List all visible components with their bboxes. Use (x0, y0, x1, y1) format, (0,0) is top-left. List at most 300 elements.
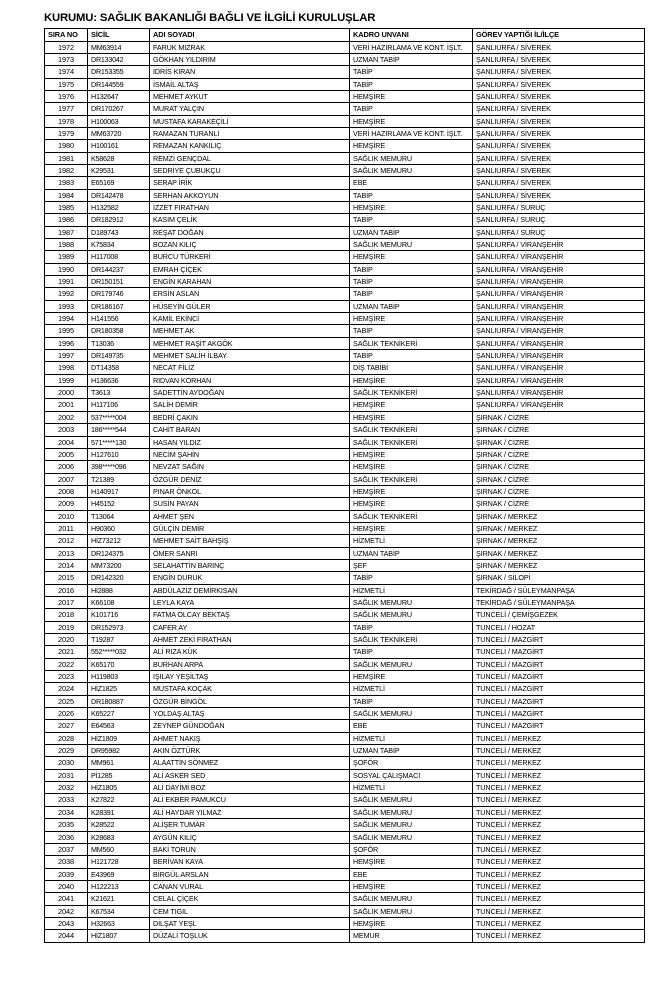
cell-gorev: ŞANLIURFA / VİRANŞEHİR (473, 387, 645, 399)
cell-gorev: ŞANLIURFA / VİRANŞEHİR (473, 239, 645, 251)
cell-sicil: HİZ73212 (88, 535, 150, 547)
cell-sira: 2037 (45, 843, 88, 855)
cell-ad: AKIN ÖZTÜRK (150, 745, 350, 757)
column-header-ad: ADI SOYADI (150, 28, 350, 41)
cell-unvan: SAĞLIK TEKNİKERİ (350, 510, 473, 522)
cell-gorev: TUNCELİ / HOZAT (473, 621, 645, 633)
cell-gorev: ŞANLIURFA / VİRANŞEHİR (473, 263, 645, 275)
table-row (45, 374, 645, 386)
cell-unvan: HEMŞİRE (350, 374, 473, 386)
cell-sira: 2022 (45, 658, 88, 670)
cell-gorev: ŞANLIURFA / SİVEREK (473, 115, 645, 127)
table-row (45, 522, 645, 534)
cell-unvan: UZMAN TABİP (350, 547, 473, 559)
cell-gorev: TUNCELİ / MERKEZ (473, 745, 645, 757)
cell-sicil: DR170267 (88, 103, 150, 115)
cell-ad: İZZET FIRATHAN (150, 201, 350, 213)
table-row (45, 263, 645, 275)
table-row (45, 201, 645, 213)
table-row (45, 893, 645, 905)
table-row (45, 695, 645, 707)
cell-sicil: MM560 (88, 843, 150, 855)
table-row (45, 646, 645, 658)
cell-unvan: TABİP (350, 78, 473, 90)
cell-gorev: TUNCELİ / MERKEZ (473, 757, 645, 769)
cell-sicil: DR180358 (88, 325, 150, 337)
table-row (45, 78, 645, 90)
cell-sira: 1989 (45, 251, 88, 263)
cell-sicil: HİZ1825 (88, 683, 150, 695)
cell-unvan: HEMŞİRE (350, 399, 473, 411)
table-row (45, 41, 645, 53)
cell-sira: 1995 (45, 325, 88, 337)
cell-sicil: DR152973 (88, 621, 150, 633)
cell-sira: 2012 (45, 535, 88, 547)
cell-sira: 2034 (45, 806, 88, 818)
cell-ad: BERİVAN KAYA (150, 856, 350, 868)
cell-gorev: TUNCELİ / MERKEZ (473, 893, 645, 905)
cell-gorev: TUNCELİ / MAZGİRT (473, 708, 645, 720)
cell-sicil: 537*****004 (88, 411, 150, 423)
cell-ad: REMAZAN KANKILIÇ (150, 140, 350, 152)
cell-unvan: HEMŞİRE (350, 448, 473, 460)
cell-gorev: ŞANLIURFA / VİRANŞEHİR (473, 251, 645, 263)
cell-ad: CAHİT BARAN (150, 424, 350, 436)
cell-sira: 2000 (45, 387, 88, 399)
cell-gorev: ŞANLIURFA / SİVEREK (473, 152, 645, 164)
cell-ad: GÖKHAN YILDIRIM (150, 53, 350, 65)
cell-sira: 1986 (45, 214, 88, 226)
cell-unvan: SAĞLIK MEMURU (350, 164, 473, 176)
cell-sira: 2031 (45, 769, 88, 781)
cell-sicil: MM73200 (88, 559, 150, 571)
cell-unvan: HEMŞİRE (350, 201, 473, 213)
cell-sicil: K67534 (88, 905, 150, 917)
table-body (45, 41, 645, 942)
cell-sicil: HİZ1805 (88, 782, 150, 794)
table-row (45, 152, 645, 164)
cell-sira: 2028 (45, 732, 88, 744)
cell-ad: LEYLA KAYA (150, 596, 350, 608)
cell-ad: ÖMER SANRI (150, 547, 350, 559)
cell-unvan: HEMŞİRE (350, 485, 473, 497)
cell-gorev: TUNCELİ / MAZGİRT (473, 671, 645, 683)
cell-unvan: HEMŞİRE (350, 856, 473, 868)
cell-unvan: SAĞLIK MEMURU (350, 152, 473, 164)
cell-unvan: ŞEF (350, 559, 473, 571)
cell-sira: 2007 (45, 473, 88, 485)
cell-unvan: SAĞLIK TEKNİKERİ (350, 387, 473, 399)
cell-ad: YOLDAŞ ALTAŞ (150, 708, 350, 720)
cell-sira: 1972 (45, 41, 88, 53)
table-row (45, 387, 645, 399)
cell-unvan: TABİP (350, 276, 473, 288)
cell-unvan: HEMŞİRE (350, 522, 473, 534)
cell-gorev: ŞIRNAK / MERKEZ (473, 510, 645, 522)
cell-unvan: MEMUR (350, 930, 473, 942)
cell-ad: FARUK MIZRAK (150, 41, 350, 53)
cell-sicil: Pİ1285 (88, 769, 150, 781)
cell-ad: SEDRİYE ÇUBUKÇU (150, 164, 350, 176)
cell-unvan: SAĞLIK MEMURU (350, 905, 473, 917)
cell-gorev: ŞANLIURFA / SİVEREK (473, 90, 645, 102)
cell-sira: 2014 (45, 559, 88, 571)
cell-unvan: SAĞLIK TEKNİKERİ (350, 436, 473, 448)
cell-unvan: TABİP (350, 189, 473, 201)
cell-unvan: UZMAN TABİP (350, 226, 473, 238)
cell-ad: ALİ EKBER PAMUKCU (150, 794, 350, 806)
cell-sicil: DR149735 (88, 350, 150, 362)
cell-ad: REMZİ GENÇDAL (150, 152, 350, 164)
cell-sicil: DT14358 (88, 362, 150, 374)
cell-gorev: ŞANLIURFA / SİVEREK (473, 78, 645, 90)
table-row (45, 461, 645, 473)
cell-sira: 1979 (45, 127, 88, 139)
cell-ad: RIDVAN KORHAN (150, 374, 350, 386)
cell-sicil: 571*****130 (88, 436, 150, 448)
cell-sira: 1993 (45, 300, 88, 312)
table-row (45, 856, 645, 868)
table-row (45, 609, 645, 621)
cell-unvan: TABİP (350, 646, 473, 658)
cell-sira: 2021 (45, 646, 88, 658)
cell-sicil: DR144559 (88, 78, 150, 90)
cell-ad: AHMET NAKIŞ (150, 732, 350, 744)
cell-sicil: T13064 (88, 510, 150, 522)
cell-gorev: ŞANLIURFA / VİRANŞEHİR (473, 300, 645, 312)
column-header-sicil: SİCİL (88, 28, 150, 41)
cell-unvan: SAĞLIK TEKNİKERİ (350, 473, 473, 485)
cell-gorev: ŞANLIURFA / VİRANŞEHİR (473, 362, 645, 374)
cell-sira: 2017 (45, 596, 88, 608)
cell-gorev: ŞIRNAK / MERKEZ (473, 522, 645, 534)
table-row (45, 868, 645, 880)
cell-sicil: E65169 (88, 177, 150, 189)
cell-sira: 2041 (45, 893, 88, 905)
cell-gorev: TUNCELİ / MERKEZ (473, 905, 645, 917)
table-row (45, 905, 645, 917)
cell-sicil: DR150151 (88, 276, 150, 288)
cell-sicil: H132582 (88, 201, 150, 213)
table-row (45, 757, 645, 769)
cell-gorev: TUNCELİ / MAZGİRT (473, 720, 645, 732)
table-row (45, 53, 645, 65)
personnel-table (44, 28, 645, 943)
cell-sira: 2044 (45, 930, 88, 942)
cell-sira: 1998 (45, 362, 88, 374)
cell-unvan: TABİP (350, 288, 473, 300)
table-row (45, 436, 645, 448)
cell-sicil: K58628 (88, 152, 150, 164)
cell-sira: 2040 (45, 880, 88, 892)
cell-sicil: DR179746 (88, 288, 150, 300)
cell-unvan: HEMŞİRE (350, 880, 473, 892)
cell-gorev: ŞIRNAK / CİZRE (473, 411, 645, 423)
table-row (45, 177, 645, 189)
cell-unvan: EBE (350, 868, 473, 880)
cell-ad: MURAT YALÇIN (150, 103, 350, 115)
cell-gorev: ŞIRNAK / CİZRE (473, 448, 645, 460)
table-row (45, 239, 645, 251)
cell-unvan: TABİP (350, 103, 473, 115)
table-row (45, 720, 645, 732)
cell-sira: 2006 (45, 461, 88, 473)
cell-ad: KASIM ÇELİK (150, 214, 350, 226)
cell-gorev: ŞIRNAK / CİZRE (473, 461, 645, 473)
table-row (45, 164, 645, 176)
cell-sira: 1983 (45, 177, 88, 189)
table-row (45, 819, 645, 831)
cell-unvan: HEMŞİRE (350, 917, 473, 929)
cell-sicil: H141556 (88, 313, 150, 325)
cell-sira: 1991 (45, 276, 88, 288)
cell-sira: 2042 (45, 905, 88, 917)
column-header-gorev: GÖREV YAPTIĞI İL/İLÇE (473, 28, 645, 41)
table-row (45, 276, 645, 288)
cell-gorev: ŞANLIURFA / SİVEREK (473, 164, 645, 176)
cell-gorev: ŞANLIURFA / VİRANŞEHİR (473, 288, 645, 300)
table-row (45, 843, 645, 855)
cell-ad: ALİ DAYİMİ BOZ (150, 782, 350, 794)
table-row (45, 806, 645, 818)
cell-ad: BİRGÜL ARSLAN (150, 868, 350, 880)
table-row (45, 251, 645, 263)
table-row (45, 90, 645, 102)
cell-gorev: TUNCELİ / MAZGİRT (473, 634, 645, 646)
cell-unvan: HEMŞİRE (350, 411, 473, 423)
cell-gorev: TEKİRDAĞ / SÜLEYMANPAŞA (473, 596, 645, 608)
cell-sicil: K101716 (88, 609, 150, 621)
cell-sicil: 398*****096 (88, 461, 150, 473)
table-row (45, 140, 645, 152)
table-row (45, 66, 645, 78)
cell-sicil: DR182912 (88, 214, 150, 226)
cell-ad: CANAN VURAL (150, 880, 350, 892)
cell-ad: MEHMET AK (150, 325, 350, 337)
table-row (45, 362, 645, 374)
table-row (45, 930, 645, 942)
cell-sicil: MM961 (88, 757, 150, 769)
cell-sira: 2025 (45, 695, 88, 707)
cell-gorev: ŞANLIURFA / SURUÇ (473, 201, 645, 213)
cell-gorev: TUNCELİ / ÇEMİŞGEZEK (473, 609, 645, 621)
column-header-sira: SIRA NO (45, 28, 88, 41)
cell-sicil: DR153355 (88, 66, 150, 78)
table-row (45, 214, 645, 226)
cell-ad: ERSİN ASLAN (150, 288, 350, 300)
cell-sicil: K28522 (88, 819, 150, 831)
cell-ad: HASAN YILDIZ (150, 436, 350, 448)
cell-unvan: TABİP (350, 263, 473, 275)
cell-gorev: ŞIRNAK / SİLOPİ (473, 572, 645, 584)
cell-gorev: TUNCELİ / MERKEZ (473, 831, 645, 843)
table-row (45, 485, 645, 497)
table-row (45, 288, 645, 300)
cell-gorev: ŞANLIURFA / SİVEREK (473, 140, 645, 152)
cell-ad: DÜZALİ TOŞLUK (150, 930, 350, 942)
table-row (45, 831, 645, 843)
cell-ad: İSMAİL ALTAŞ (150, 78, 350, 90)
table-row (45, 658, 645, 670)
table-row (45, 621, 645, 633)
cell-ad: CAFER AY (150, 621, 350, 633)
cell-gorev: TUNCELİ / MERKEZ (473, 930, 645, 942)
cell-unvan: SAĞLIK MEMURU (350, 658, 473, 670)
cell-gorev: ŞIRNAK / CİZRE (473, 424, 645, 436)
cell-sira: 2043 (45, 917, 88, 929)
cell-unvan: TABİP (350, 621, 473, 633)
cell-sicil: K29531 (88, 164, 150, 176)
cell-sira: 2038 (45, 856, 88, 868)
cell-gorev: ŞANLIURFA / SİVEREK (473, 127, 645, 139)
cell-gorev: TUNCELİ / MERKEZ (473, 819, 645, 831)
cell-gorev: TUNCELİ / MERKEZ (473, 769, 645, 781)
cell-sira: 1988 (45, 239, 88, 251)
table-row (45, 634, 645, 646)
column-header-unvan: KADRO UNVANI (350, 28, 473, 41)
table-row (45, 510, 645, 522)
table-row (45, 350, 645, 362)
table-row (45, 671, 645, 683)
cell-gorev: ŞIRNAK / CİZRE (473, 485, 645, 497)
cell-sicil: T13036 (88, 337, 150, 349)
cell-unvan: UZMAN TABİP (350, 745, 473, 757)
cell-ad: CELAL ÇİÇEK (150, 893, 350, 905)
cell-sira: 1999 (45, 374, 88, 386)
table-row (45, 300, 645, 312)
cell-sicil: H121728 (88, 856, 150, 868)
page-title: KURUMU: SAĞLIK BAKANLIĞI BAĞLI VE İLGİLİ KURULUŞLAR (44, 12, 376, 24)
cell-gorev: ŞANLIURFA / VİRANŞEHİR (473, 399, 645, 411)
cell-sicil: MM63720 (88, 127, 150, 139)
cell-ad: AHMET ŞEN (150, 510, 350, 522)
cell-unvan: HİZMETLİ (350, 782, 473, 794)
cell-unvan: TABİP (350, 572, 473, 584)
cell-unvan: SAĞLIK MEMURU (350, 794, 473, 806)
cell-ad: AYGÜN KILIÇ (150, 831, 350, 843)
cell-sira: 2015 (45, 572, 88, 584)
cell-unvan: SAĞLIK TEKNİKERİ (350, 337, 473, 349)
cell-gorev: ŞANLIURFA / VİRANŞEHİR (473, 337, 645, 349)
cell-ad: MUSTAFA KOÇAK (150, 683, 350, 695)
table-row (45, 584, 645, 596)
cell-ad: ALAATTİN SÖNMEZ (150, 757, 350, 769)
cell-sicil: K66108 (88, 596, 150, 608)
cell-gorev: ŞANLIURFA / SURUÇ (473, 226, 645, 238)
cell-sicil: HİZ1809 (88, 732, 150, 744)
cell-sira: 2030 (45, 757, 88, 769)
cell-ad: ÖZGÜR BİNGÖL (150, 695, 350, 707)
cell-sira: 1987 (45, 226, 88, 238)
table-row (45, 917, 645, 929)
cell-gorev: TUNCELİ / MAZGİRT (473, 695, 645, 707)
cell-sira: 1996 (45, 337, 88, 349)
cell-ad: DİLŞAT YEŞL (150, 917, 350, 929)
cell-sira: 1978 (45, 115, 88, 127)
cell-ad: MUSTAFA KARAKEÇİLİ (150, 115, 350, 127)
cell-unvan: SAĞLIK MEMURU (350, 819, 473, 831)
cell-gorev: ŞANLIURFA / SURUÇ (473, 214, 645, 226)
cell-sicil: K65227 (88, 708, 150, 720)
cell-unvan: SAĞLIK TEKNİKERİ (350, 424, 473, 436)
table-row (45, 189, 645, 201)
cell-sira: 1975 (45, 78, 88, 90)
table-row (45, 880, 645, 892)
cell-sicil: Hİ2888 (88, 584, 150, 596)
cell-ad: BOZAN KILIÇ (150, 239, 350, 251)
cell-sira: 2026 (45, 708, 88, 720)
cell-sicil: H32663 (88, 917, 150, 929)
table-row (45, 411, 645, 423)
cell-unvan: HEMŞİRE (350, 671, 473, 683)
table-row (45, 794, 645, 806)
cell-unvan: HEMŞİRE (350, 251, 473, 263)
cell-unvan: SAĞLIK MEMURU (350, 609, 473, 621)
cell-ad: ÖZGÜR DENİZ (150, 473, 350, 485)
cell-sira: 2004 (45, 436, 88, 448)
cell-ad: KAMİL EKİNCİ (150, 313, 350, 325)
cell-sicil: H100063 (88, 115, 150, 127)
cell-unvan: SAĞLIK TEKNİKERİ (350, 634, 473, 646)
cell-ad: İDRİS KIRAN (150, 66, 350, 78)
cell-sira: 1974 (45, 66, 88, 78)
cell-unvan: DİŞ TABİBİ (350, 362, 473, 374)
cell-ad: ALİ ASKER SED (150, 769, 350, 781)
cell-ad: SALİH DEMİR (150, 399, 350, 411)
cell-unvan: SOSYAL ÇALIŞMACI (350, 769, 473, 781)
cell-sicil: DR133042 (88, 53, 150, 65)
cell-ad: NECİM ŞAHİN (150, 448, 350, 460)
table-row (45, 547, 645, 559)
cell-ad: RAMAZAN TURANLI (150, 127, 350, 139)
cell-gorev: ŞANLIURFA / SİVEREK (473, 41, 645, 53)
cell-sira: 2033 (45, 794, 88, 806)
cell-sira: 2035 (45, 819, 88, 831)
cell-ad: BURCU TÜRKERİ (150, 251, 350, 263)
cell-sira: 1985 (45, 201, 88, 213)
cell-gorev: ŞANLIURFA / VİRANŞEHİR (473, 276, 645, 288)
table-row (45, 732, 645, 744)
table-row (45, 572, 645, 584)
cell-ad: ALİŞER TUMAR (150, 819, 350, 831)
cell-sicil: E64563 (88, 720, 150, 732)
table-row (45, 559, 645, 571)
cell-ad: MEHMET SALİH İLBAY (150, 350, 350, 362)
cell-unvan: SAĞLIK MEMURU (350, 708, 473, 720)
cell-ad: MEHMET SAİT BAHŞİŞ (150, 535, 350, 547)
cell-gorev: ŞANLIURFA / SİVEREK (473, 53, 645, 65)
cell-sira: 1992 (45, 288, 88, 300)
cell-sira: 2019 (45, 621, 88, 633)
cell-gorev: ŞIRNAK / MERKEZ (473, 547, 645, 559)
cell-sicil: H140917 (88, 485, 150, 497)
cell-unvan: EBE (350, 720, 473, 732)
cell-sicil: K27822 (88, 794, 150, 806)
cell-unvan: HEMŞİRE (350, 140, 473, 152)
cell-sira: 1980 (45, 140, 88, 152)
table-row (45, 103, 645, 115)
cell-sira: 1973 (45, 53, 88, 65)
cell-unvan: SAĞLIK MEMURU (350, 831, 473, 843)
cell-gorev: ŞANLIURFA / VİRANŞEHİR (473, 350, 645, 362)
cell-gorev: TUNCELİ / MERKEZ (473, 732, 645, 744)
table-row (45, 127, 645, 139)
cell-sicil: DR95982 (88, 745, 150, 757)
cell-sicil: H117008 (88, 251, 150, 263)
cell-sicil: DR186167 (88, 300, 150, 312)
cell-sira: 2039 (45, 868, 88, 880)
cell-sira: 1982 (45, 164, 88, 176)
